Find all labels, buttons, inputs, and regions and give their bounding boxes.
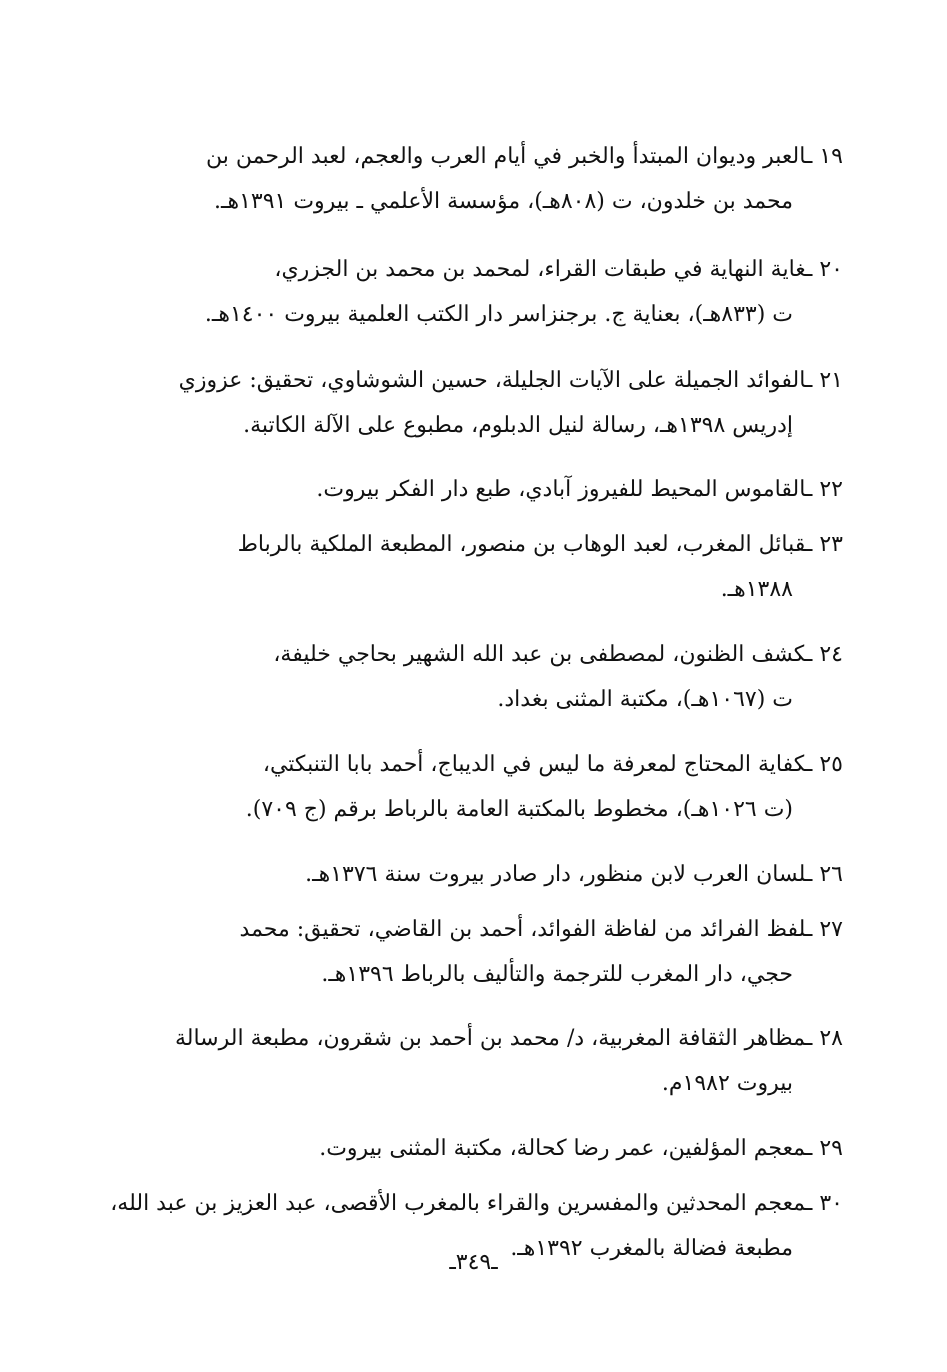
reference-entry-22 bbox=[104, 467, 843, 512]
reference-line-1: القاموس المحيط للفيروز آبادي، طبع دار الفكر بيروت. bbox=[316, 477, 806, 502]
reference-line-2: بيروت ١٩٨٢م. bbox=[661, 1071, 793, 1096]
reference-line-1: معجم المؤلفين، عمر رضا كحالة، مكتبة المثنى بيروت. bbox=[319, 1136, 806, 1161]
reference-line-1: كفاية المحتاج لمعرفة ما ليس في الديباج، أحمد بابا التنبكتي، bbox=[262, 752, 806, 777]
reference-line-2: مطبعة فضالة بالمغرب ١٣٩٢هـ. bbox=[510, 1236, 793, 1261]
reference-entry-19 bbox=[104, 134, 843, 224]
reference-number: ١٩ ـ bbox=[805, 144, 843, 169]
reference-line-1: معجم المحدثين والمفسرين والقراء بالمغرب الأقصى، عبد العزيز بن عبد الله، bbox=[110, 1191, 806, 1216]
reference-number: ٢٢ ـ bbox=[805, 477, 843, 502]
reference-number: ٢٩ ـ bbox=[805, 1136, 843, 1161]
reference-number: ٣٠ ـ bbox=[805, 1191, 843, 1216]
reference-line-1: لفظ الفرائد من لفاظة الفوائد، أحمد بن القاضي، تحقيق: محمد bbox=[239, 917, 806, 942]
reference-line-1: لسان العرب لابن منظور، دار صادر بيروت سنة ١٣٧٦هـ. bbox=[305, 862, 806, 887]
reference-entry-21 bbox=[104, 358, 843, 448]
reference-line-2: إدريس ١٣٩٨هـ، رسالة لنيل الدبلوم، مطبوع على الآلة الكاتبة. bbox=[243, 413, 793, 438]
reference-number: ٢٠ ـ bbox=[805, 257, 843, 282]
page-number: ـ٣٤٩ـ bbox=[449, 1250, 498, 1275]
reference-number: ٢٨ ـ bbox=[805, 1026, 843, 1051]
reference-entry-26 bbox=[104, 852, 843, 897]
reference-line-1: غاية النهاية في طبقات القراء، لمحمد بن محمد بن الجزري، bbox=[274, 257, 806, 282]
reference-entry-24 bbox=[104, 632, 843, 722]
reference-line-1: كشف الظنون، لمصطفى بن عبد الله الشهير بحاجي خليفة، bbox=[273, 642, 806, 667]
reference-line-1: مظاهر الثقافة المغربية، د/ محمد بن أحمد بن شقرون، مطبعة الرسالة bbox=[174, 1026, 806, 1051]
reference-line-2: محمد بن خلدون، ت (٨٠٨هـ)، مؤسسة الأعلمي ـ بيروت ١٣٩١هـ. bbox=[214, 189, 793, 214]
reference-entry-25 bbox=[104, 742, 843, 832]
reference-line-2: (ت ١٠٢٦هـ)، مخطوط بالمكتبة العامة بالرباط برقم (ج ٧٠٩). bbox=[245, 797, 793, 822]
reference-number: ٢٦ ـ bbox=[805, 862, 843, 887]
reference-number: ٢١ ـ bbox=[805, 368, 843, 393]
reference-line-2: ت (١٠٦٧هـ)، مكتبة المثنى بغداد. bbox=[497, 687, 793, 712]
reference-entry-28 bbox=[104, 1016, 843, 1106]
reference-line-2: ت (٨٣٣هـ)، بعناية ج. برجنزاسر دار الكتب العلمية بيروت ١٤٠٠هـ. bbox=[204, 302, 793, 327]
reference-entry-29 bbox=[104, 1126, 843, 1171]
reference-entry-20 bbox=[104, 247, 843, 337]
reference-line-2: حجي، دار المغرب للترجمة والتأليف بالرباط ١٣٩٦هـ. bbox=[321, 962, 793, 987]
reference-number: ٢٥ ـ bbox=[805, 752, 843, 777]
reference-entry-27 bbox=[104, 907, 843, 997]
reference-number: ٢٧ ـ bbox=[805, 917, 843, 942]
reference-line-1: قبائل المغرب، لعبد الوهاب بن منصور، المطبعة الملكية بالرباط bbox=[237, 532, 806, 557]
reference-line-1: العبر وديوان المبتدأ والخبر في أيام العرب والعجم، لعبد الرحمن بن bbox=[206, 144, 806, 169]
reference-number: ٢٣ ـ bbox=[805, 532, 843, 557]
reference-number: ٢٤ ـ bbox=[805, 642, 843, 667]
reference-line-2: ١٣٨٨هـ. bbox=[720, 577, 793, 602]
reference-entry-23 bbox=[104, 522, 843, 612]
reference-line-1: الفوائد الجميلة على الآيات الجليلة، حسين الشوشاوي، تحقيق: عزوزي bbox=[178, 368, 806, 393]
